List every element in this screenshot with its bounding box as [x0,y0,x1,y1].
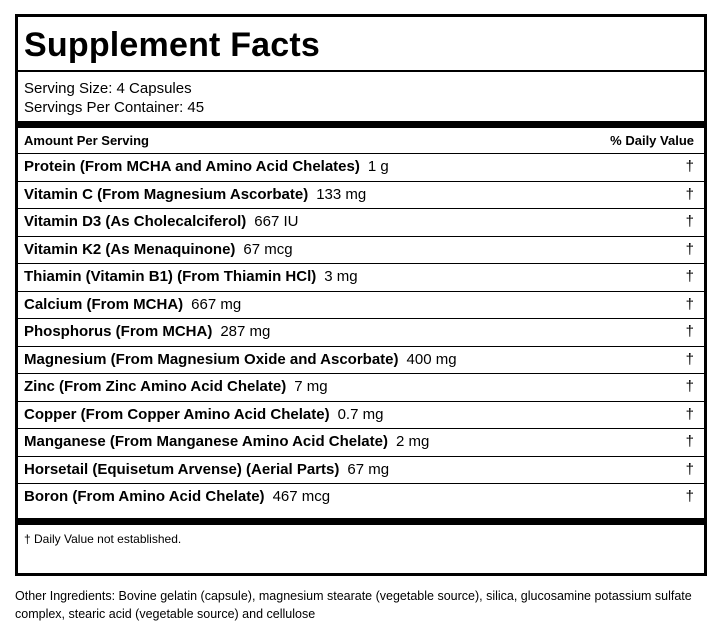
nutrient-name: Manganese (From Manganese Amino Acid Chelate) [24,433,388,450]
nutrient-name: Boron (From Amino Acid Chelate) [24,488,265,505]
nutrient-daily-value: † [685,350,694,368]
nutrient-text [24,296,241,314]
servings-per-container: Servings Per Container: 45 [24,99,205,116]
nutrient-name: Calcium (From MCHA) [24,295,184,313]
nutrient-name: Magnesium (From Magnesium Oxide and Ascorbate) [24,350,399,368]
nutrient-amount: 2 mg [395,433,430,450]
nutrient-text [24,268,358,286]
nutrient-name: Protein (From MCHA and Amino Acid Chelates) [24,158,360,175]
divider-title [18,70,704,72]
nutrient-text [24,323,270,341]
nutrient-row [18,153,704,179]
divider-thick-top [18,121,704,128]
nutrient-text [24,488,330,506]
supplement-facts-panel [15,14,707,576]
nutrient-row [18,263,704,289]
nutrient-amount: 467 mcg [272,488,331,505]
nutrient-text [24,241,293,259]
nutrient-amount: 3 mg [324,268,358,285]
nutrient-text [24,213,299,231]
nutrient-name: Horsetail (Equisetum Arvense) (Aerial Parts) [24,460,340,478]
other-ingredients: Other Ingredients: Bovine gelatin (capsule), magnesium stearate (vegetable source), silica, glucosamine potassium sulfate complex, stearic acid (vegetable source) and cellulose [15,589,692,621]
nutrient-daily-value: † [685,433,694,450]
nutrient-amount: 667 IU [254,213,299,230]
nutrient-daily-value: † [685,323,694,340]
nutrient-text [24,461,389,479]
nutrient-text [24,351,457,369]
nutrient-daily-value: † [685,488,694,505]
nutrient-name: Vitamin C (From Magnesium Ascorbate) [24,185,309,203]
nutrient-daily-value: † [685,158,694,175]
nutrient-amount: 0.7 mg [337,405,384,423]
nutrient-row [18,236,704,262]
nutrient-name: Thiamin (Vitamin B1) (From Thiamin HCl) [24,268,317,285]
amount-per-serving-header: Amount Per Serving [24,133,149,148]
nutrient-text [24,433,429,451]
nutrient-name: Vitamin D3 (As Cholecalciferol) [24,213,247,230]
nutrient-name: Copper (From Copper Amino Acid Chelate) [24,405,330,423]
serving-size: Serving Size: 4 Capsules [24,80,192,97]
daily-value-header: % Daily Value [610,133,694,148]
nutrient-daily-value: † [685,295,694,313]
nutrient-row [18,373,704,399]
nutrient-row [18,428,704,454]
nutrient-row [18,483,704,509]
divider-thick-bottom [18,518,704,525]
nutrient-amount: 67 mcg [243,240,293,258]
nutrient-row [18,318,704,344]
nutrient-daily-value: † [685,405,694,423]
nutrient-amount: 67 mg [347,460,390,478]
nutrient-amount: 287 mg [220,323,271,340]
nutrient-amount: 7 mg [294,378,328,395]
nutrient-text [24,158,389,176]
nutrient-daily-value: † [685,240,694,258]
nutrient-text [24,406,383,424]
nutrient-amount: 667 mg [191,295,242,313]
nutrient-daily-value: † [685,378,694,395]
nutrient-daily-value: † [685,213,694,230]
nutrient-daily-value: † [685,460,694,478]
nutrient-name: Phosphorus (From MCHA) [24,323,213,340]
nutrient-row [18,181,704,207]
nutrient-row [18,456,704,482]
nutrient-name: Vitamin K2 (As Menaquinone) [24,240,236,258]
footnote: † Daily Value not established. [24,532,182,546]
nutrient-daily-value: † [685,185,694,203]
nutrient-row [18,208,704,234]
nutrient-text [24,378,328,396]
nutrient-row [18,401,704,427]
nutrient-amount: 400 mg [406,350,457,368]
panel-title: Supplement Facts [24,26,321,64]
nutrient-text [24,186,366,204]
nutrient-amount: 1 g [367,158,389,175]
nutrient-daily-value: † [685,268,694,285]
nutrient-row [18,291,704,317]
nutrient-amount: 133 mg [316,185,367,203]
nutrient-name: Zinc (From Zinc Amino Acid Chelate) [24,378,287,395]
nutrient-row [18,346,704,372]
